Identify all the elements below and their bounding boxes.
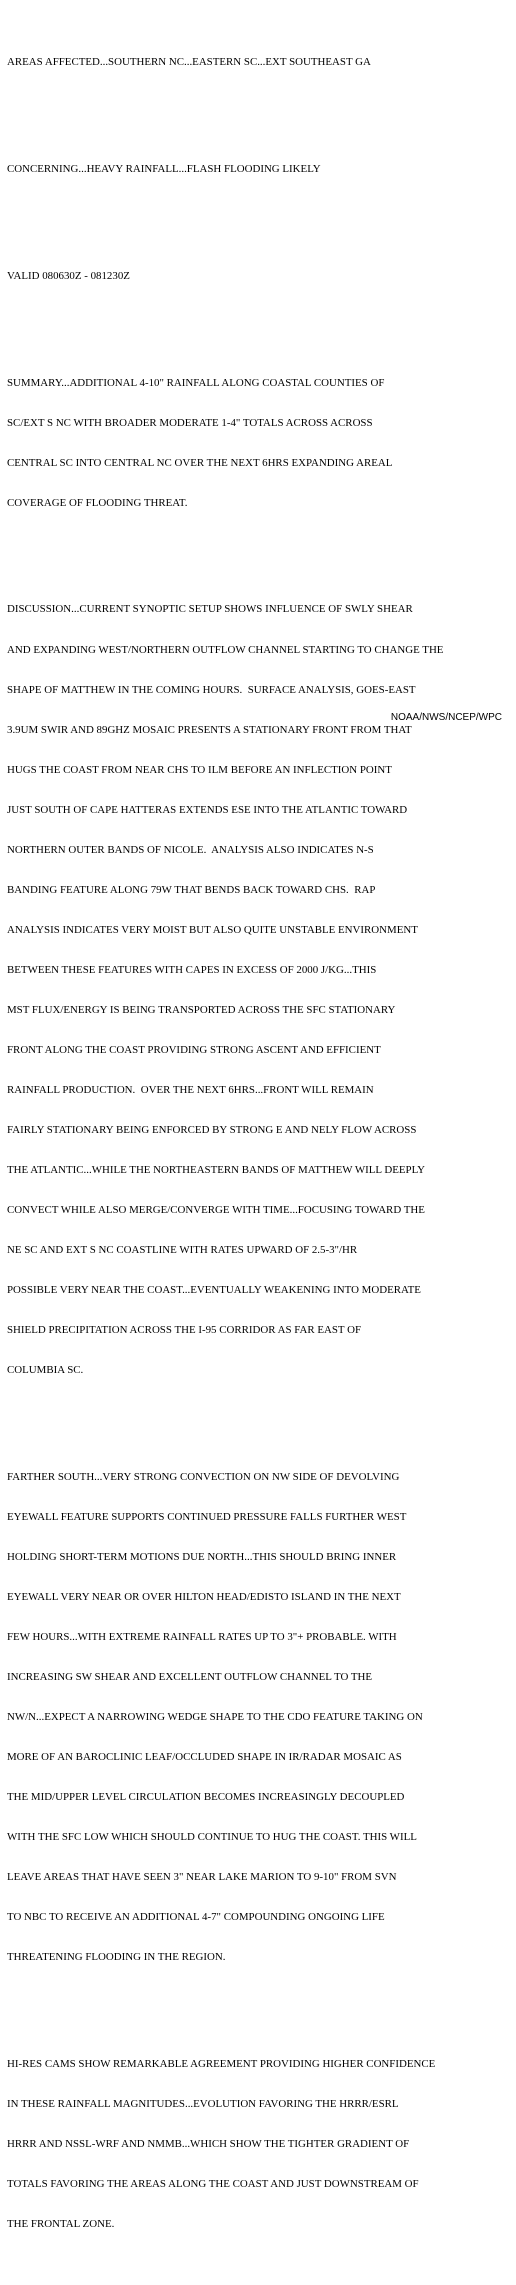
text-line: INCREASING SW SHEAR AND EXCELLENT OUTFLOW CHANNEL TO THE xyxy=(7,1670,373,1683)
text-line: THE FRONTAL ZONE. xyxy=(7,2218,115,2231)
text-line: BANDING FEATURE ALONG 79W THAT BENDS BACK TOWARD CHS. RAP xyxy=(7,883,376,896)
text-line: POSSIBLE VERY NEAR THE COAST...EVENTUALLY WEAKENING INTO MODERATE xyxy=(7,1284,421,1296)
text-line: NW/N...EXPECT A NARROWING WEDGE SHAPE TO THE CDO FEATURE TAKING ON xyxy=(7,1711,423,1723)
concerning-paragraph xyxy=(7,136,513,203)
text-line: CONCERNING...HEAVY RAINFALL...FLASH FLOODING LIKELY xyxy=(7,163,321,176)
text-line: LEAVE AREAS THAT HAVE SEEN 3" NEAR LAKE MARION TO 9-10" FROM SVN xyxy=(7,1871,397,1884)
areas-affected-paragraph xyxy=(7,30,513,97)
hi-res-cams-paragraph xyxy=(7,2031,513,2258)
summary-paragraph xyxy=(7,350,513,537)
discussion-paragraph xyxy=(7,577,513,1404)
text-line: CENTRAL SC INTO CENTRAL NC OVER THE NEXT 6HRS EXPANDING AREAL xyxy=(7,456,393,469)
text-line: THE ATLANTIC...WHILE THE NORTHEASTERN BANDS OF MATTHEW WILL DEEPLY xyxy=(7,1163,426,1176)
text-line: SHAPE OF MATTHEW IN THE COMING HOURS. SURFACE ANALYSIS, GOES-EAST xyxy=(7,683,416,696)
text-line: JUST SOUTH OF CAPE HATTERAS EXTENDS ESE INTO THE ATLANTIC TOWARD xyxy=(7,803,408,816)
text-line: SC/EXT S NC WITH BROADER MODERATE 1-4" TOTALS ACROSS ACROSS xyxy=(7,416,373,429)
text-line: AND EXPANDING WEST/NORTHERN OUTFLOW CHANNEL STARTING TO CHANGE THE xyxy=(7,643,444,656)
text-line: IN THESE RAINFALL MAGNITUDES...EVOLUTION FAVORING THE HRRR/ESRL xyxy=(7,2097,399,2110)
text-line: FEW HOURS...WITH EXTREME RAINFALL RATES UP TO 3"+ PROBABLE. WITH xyxy=(7,1630,397,1643)
text-line: VALID 080630Z - 081230Z xyxy=(7,269,130,282)
text-line: HRRR AND NSSL-WRF AND NMMB...WHICH SHOW THE TIGHTER GRADIENT OF xyxy=(7,2138,410,2150)
text-line: HUGS THE COAST FROM NEAR CHS TO ILM BEFORE AN INFLECTION POINT xyxy=(7,763,392,776)
text-line: SHIELD PRECIPITATION ACROSS THE I-95 CORRIDOR AS FAR EAST OF xyxy=(7,1324,362,1337)
text-line: RAINFALL PRODUCTION. OVER THE NEXT 6HRS...FRONT WILL REMAIN xyxy=(7,1083,374,1096)
text-line: HOLDING SHORT-TERM MOTIONS DUE NORTH...THIS SHOULD BRING INNER xyxy=(7,1550,397,1563)
text-line: FARTHER SOUTH...VERY STRONG CONVECTION ON NW SIDE OF DEVOLVING xyxy=(7,1470,400,1483)
text-line: 3.9UM SWIR AND 89GHZ MOSAIC PRESENTS A STATIONARY FRONT FROM THAT xyxy=(7,723,412,736)
valid-time-paragraph xyxy=(7,243,513,310)
text-line: HI-RES CAMS SHOW REMARKABLE AGREEMENT PROVIDING HIGHER CONFIDENCE xyxy=(7,2057,436,2070)
text-line: COLUMBIA SC. xyxy=(7,1364,84,1377)
source-credit: NOAA/NWS/NCEP/WPC xyxy=(390,712,502,723)
text-line: WITH THE SFC LOW WHICH SHOULD CONTINUE TO HUG THE COAST. THIS WILL xyxy=(7,1831,417,1844)
text-line: TOTALS FAVORING THE AREAS ALONG THE COAST AND JUST DOWNSTREAM OF xyxy=(7,2178,419,2191)
text-line: EYEWALL VERY NEAR OR OVER HILTON HEAD/EDISTO ISLAND IN THE NEXT xyxy=(7,1590,401,1603)
text-line: NE SC AND EXT S NC COASTLINE WITH RATES UPWARD OF 2.5-3"/HR xyxy=(7,1243,358,1256)
text-line: EYEWALL FEATURE SUPPORTS CONTINUED PRESSURE FALLS FURTHER WEST xyxy=(7,1510,407,1523)
text-line: SUMMARY...ADDITIONAL 4-10" RAINFALL ALONG COASTAL COUNTIES OF xyxy=(7,376,385,389)
text-line: MST FLUX/ENERGY IS BEING TRANSPORTED ACROSS THE SFC STATIONARY xyxy=(7,1003,396,1016)
text-line: TO NBC TO RECEIVE AN ADDITIONAL 4-7" COMPOUNDING ONGOING LIFE xyxy=(7,1911,385,1924)
text-line: AREAS AFFECTED...SOUTHERN NC...EASTERN SC...EXT SOUTHEAST GA xyxy=(7,56,371,69)
text-line: FAIRLY STATIONARY BEING ENFORCED BY STRONG E AND NELY FLOW ACROSS xyxy=(7,1123,417,1136)
text-line: THREATENING FLOODING IN THE REGION. xyxy=(7,1951,226,1964)
text-line: BETWEEN THESE FEATURES WITH CAPES IN EXCESS OF 2000 J/KG...THIS xyxy=(7,963,377,976)
text-line: CONVECT WHILE ALSO MERGE/CONVERGE WITH TIME...FOCUSING TOWARD THE xyxy=(7,1203,425,1216)
text-line: ANALYSIS INDICATES VERY MOIST BUT ALSO QUITE UNSTABLE ENVIRONMENT xyxy=(7,923,418,936)
farther-south-paragraph xyxy=(7,1444,513,1991)
text-line: DISCUSSION...CURRENT SYNOPTIC SETUP SHOWS INFLUENCE OF SWLY SHEAR xyxy=(7,603,413,616)
text-line: COVERAGE OF FLOODING THREAT. xyxy=(7,496,188,509)
discussion-text xyxy=(7,3,513,2285)
text-line: THE MID/UPPER LEVEL CIRCULATION BECOMES INCREASINGLY DECOUPLED xyxy=(7,1791,405,1804)
text-line: FRONT ALONG THE COAST PROVIDING STRONG ASCENT AND EFFICIENT xyxy=(7,1043,381,1056)
text-line: MORE OF AN BAROCLINIC LEAF/OCCLUDED SHAPE IN IR/RADAR MOSAIC AS xyxy=(7,1751,402,1764)
text-line: NORTHERN OUTER BANDS OF NICOLE. ANALYSIS ALSO INDICATES N-S xyxy=(7,843,374,856)
